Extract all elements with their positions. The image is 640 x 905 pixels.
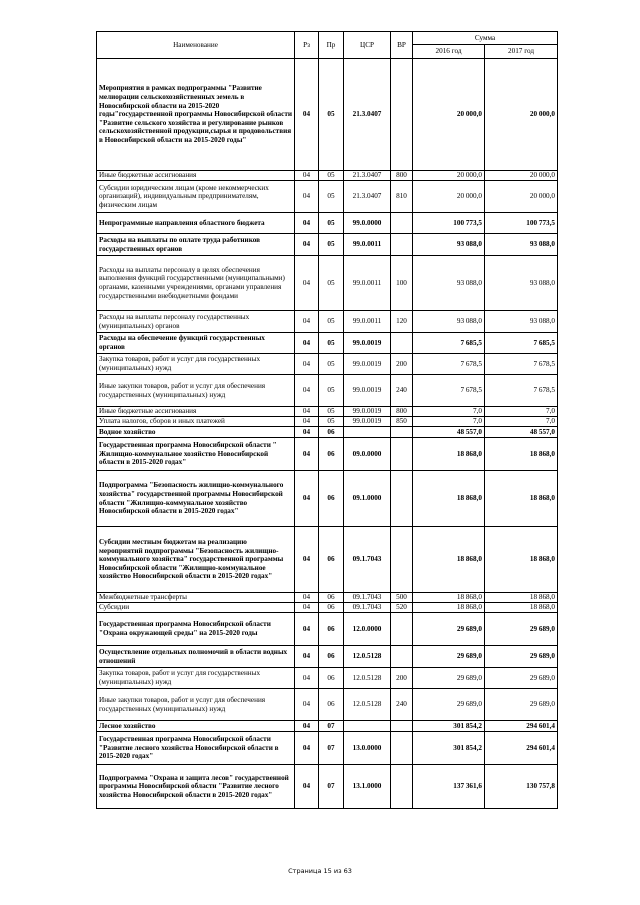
row-rz: 04	[295, 354, 319, 375]
row-csr: 99.0.0019	[344, 417, 391, 427]
row-name: Расходы на выплаты персоналу в целях обеспечения выполнения функций государственными (муниципальными) органами, казенными учреждениями, органами управления государственными внебюджетными фондами	[97, 256, 295, 311]
row-vr	[391, 213, 413, 234]
row-csr: 09.0.0000	[344, 438, 391, 471]
row-csr: 99.0.0019	[344, 333, 391, 354]
header-vr: ВР	[391, 32, 413, 59]
row-csr: 12.0.5128	[344, 668, 391, 689]
row-pr: 07	[319, 765, 344, 809]
row-vr: 520	[391, 603, 413, 613]
table-row	[97, 311, 558, 333]
row-csr: 09.1.7043	[344, 603, 391, 613]
row-name: Межбюджетные трансферты	[97, 593, 295, 603]
row-rz: 04	[295, 689, 319, 721]
table-row	[97, 603, 558, 613]
row-sum-2016: 29 689,0	[413, 613, 485, 646]
row-sum-2017: 48 557,0	[485, 427, 558, 438]
header-sum: Сумма	[413, 32, 558, 45]
row-sum-2017: 93 088,0	[485, 256, 558, 311]
row-pr: 05	[319, 181, 344, 213]
row-vr: 850	[391, 417, 413, 427]
row-csr: 99.0.0019	[344, 375, 391, 407]
row-sum-2017: 29 689,0	[485, 613, 558, 646]
row-sum-2016: 18 868,0	[413, 527, 485, 593]
row-pr: 05	[319, 59, 344, 171]
row-name: Государственная программа Новосибирской области "Развитие лесного хозяйства Новосибирской области в 2015-2020 годах"	[97, 732, 295, 765]
row-name: Государственная программа Новосибирской области "Охрана окружающей среды" на 2015-2020 годы	[97, 613, 295, 646]
header-csr: ЦСР	[344, 32, 391, 59]
row-sum-2016: 301 854,2	[413, 721, 485, 732]
row-vr	[391, 333, 413, 354]
row-vr	[391, 471, 413, 527]
table-row	[97, 171, 558, 181]
row-rz: 04	[295, 527, 319, 593]
row-pr: 05	[319, 407, 344, 417]
row-pr: 07	[319, 721, 344, 732]
row-rz: 04	[295, 407, 319, 417]
row-vr: 200	[391, 668, 413, 689]
row-name: Лесное хозяйство	[97, 721, 295, 732]
table-row	[97, 407, 558, 417]
header-year-2016: 2016 год	[413, 45, 485, 59]
row-rz: 04	[295, 311, 319, 333]
row-csr: 21.3.0407	[344, 181, 391, 213]
row-pr: 06	[319, 427, 344, 438]
table-header	[97, 32, 558, 59]
row-pr: 06	[319, 527, 344, 593]
table-row	[97, 593, 558, 603]
row-vr: 200	[391, 354, 413, 375]
row-vr	[391, 721, 413, 732]
row-name: Субсидии	[97, 603, 295, 613]
row-rz: 04	[295, 668, 319, 689]
row-csr: 12.0.5128	[344, 646, 391, 668]
row-vr	[391, 646, 413, 668]
table-row	[97, 721, 558, 732]
row-rz: 04	[295, 646, 319, 668]
row-csr: 09.1.0000	[344, 471, 391, 527]
row-pr: 05	[319, 354, 344, 375]
header-year-2017: 2017 год	[485, 45, 558, 59]
row-rz: 04	[295, 603, 319, 613]
row-pr: 05	[319, 213, 344, 234]
row-sum-2017: 29 689,0	[485, 646, 558, 668]
row-csr: 99.0.0011	[344, 311, 391, 333]
row-name: Иные закупки товаров, работ и услуг для обеспечения государственных (муниципальных) нужд	[97, 375, 295, 407]
table-row	[97, 59, 558, 171]
row-rz: 04	[295, 732, 319, 765]
row-vr	[391, 527, 413, 593]
row-vr: 500	[391, 593, 413, 603]
row-sum-2016: 93 088,0	[413, 311, 485, 333]
row-name: Субсидии юридическим лицам (кроме некоммерческих организаций), индивидуальным предпринимателям, физическим лицам	[97, 181, 295, 213]
row-rz: 04	[295, 438, 319, 471]
table-row	[97, 375, 558, 407]
row-sum-2016: 93 088,0	[413, 256, 485, 311]
row-vr	[391, 765, 413, 809]
row-name: Закупка товаров, работ и услуг для государственных (муниципальных) нужд	[97, 354, 295, 375]
row-csr: 99.0.0011	[344, 234, 391, 256]
row-rz: 04	[295, 613, 319, 646]
row-sum-2017: 130 757,8	[485, 765, 558, 809]
row-pr: 06	[319, 438, 344, 471]
row-sum-2016: 7 678,5	[413, 375, 485, 407]
row-sum-2017: 93 088,0	[485, 311, 558, 333]
row-sum-2016: 7 678,5	[413, 354, 485, 375]
row-vr	[391, 234, 413, 256]
row-rz: 04	[295, 427, 319, 438]
row-name: Иные бюджетные ассигнования	[97, 171, 295, 181]
row-rz: 04	[295, 593, 319, 603]
table-row	[97, 417, 558, 427]
row-pr: 05	[319, 311, 344, 333]
row-vr: 100	[391, 256, 413, 311]
row-sum-2017: 18 868,0	[485, 471, 558, 527]
row-sum-2016: 18 868,0	[413, 603, 485, 613]
table-row	[97, 234, 558, 256]
row-pr: 05	[319, 256, 344, 311]
row-pr: 06	[319, 603, 344, 613]
row-rz: 04	[295, 333, 319, 354]
row-name: Осуществление отдельных полномочий в области водных отношений	[97, 646, 295, 668]
row-pr: 07	[319, 732, 344, 765]
row-name: Расходы на выплаты по оплате труда работников государственных органов	[97, 234, 295, 256]
row-name: Водное хозяйство	[97, 427, 295, 438]
row-csr: 13.1.0000	[344, 765, 391, 809]
row-rz: 04	[295, 417, 319, 427]
row-sum-2017: 7 685,5	[485, 333, 558, 354]
row-vr: 120	[391, 311, 413, 333]
table-row	[97, 427, 558, 438]
row-name: Уплата налогов, сборов и иных платежей	[97, 417, 295, 427]
row-rz: 04	[295, 213, 319, 234]
table-body	[97, 59, 558, 809]
row-csr	[344, 721, 391, 732]
row-csr: 12.0.0000	[344, 613, 391, 646]
row-sum-2017: 100 773,5	[485, 213, 558, 234]
row-sum-2016: 100 773,5	[413, 213, 485, 234]
table-row	[97, 354, 558, 375]
row-sum-2016: 7,0	[413, 417, 485, 427]
row-sum-2016: 29 689,0	[413, 689, 485, 721]
row-csr: 99.0.0000	[344, 213, 391, 234]
row-sum-2017: 294 601,4	[485, 732, 558, 765]
row-sum-2017: 20 000,0	[485, 59, 558, 171]
row-csr: 99.0.0011	[344, 256, 391, 311]
row-vr	[391, 438, 413, 471]
row-sum-2016: 18 868,0	[413, 438, 485, 471]
row-pr: 05	[319, 171, 344, 181]
row-rz: 04	[295, 471, 319, 527]
row-pr: 05	[319, 375, 344, 407]
table-row	[97, 689, 558, 721]
row-rz: 04	[295, 181, 319, 213]
row-vr: 240	[391, 375, 413, 407]
table-row	[97, 527, 558, 593]
row-pr: 05	[319, 333, 344, 354]
row-rz: 04	[295, 171, 319, 181]
row-vr	[391, 59, 413, 171]
table-row	[97, 732, 558, 765]
row-rz: 04	[295, 256, 319, 311]
row-sum-2017: 7,0	[485, 417, 558, 427]
row-rz: 04	[295, 765, 319, 809]
row-sum-2016: 7 685,5	[413, 333, 485, 354]
row-name: Подпрограмма "Охрана и защита лесов" государственной программы Новосибирской области "Развитие лесного хозяйства Новосибирской области в 2015-2020 годах"	[97, 765, 295, 809]
row-csr	[344, 427, 391, 438]
row-sum-2016: 29 689,0	[413, 668, 485, 689]
row-pr: 06	[319, 668, 344, 689]
header-name: Наименование	[97, 32, 295, 59]
row-sum-2016: 48 557,0	[413, 427, 485, 438]
row-name: Иные бюджетные ассигнования	[97, 407, 295, 417]
table-row	[97, 181, 558, 213]
row-pr: 06	[319, 593, 344, 603]
row-csr: 99.0.0019	[344, 354, 391, 375]
row-pr: 06	[319, 689, 344, 721]
row-sum-2016: 29 689,0	[413, 646, 485, 668]
row-sum-2016: 18 868,0	[413, 471, 485, 527]
row-pr: 06	[319, 471, 344, 527]
row-vr	[391, 427, 413, 438]
row-name: Непрограммные направления областного бюджета	[97, 213, 295, 234]
table-row	[97, 256, 558, 311]
row-name: Расходы на обеспечение функций государственных органов	[97, 333, 295, 354]
row-pr: 06	[319, 646, 344, 668]
row-sum-2017: 18 868,0	[485, 438, 558, 471]
row-name: Субсидии местным бюджетам на реализацию мероприятий подпрограммы "Безопасность жилищно-коммунального хозяйства" государственной программы Новосибирской области "Жилищно-коммунальное хозяйство Новосибирской области в 2015-2020 годах"	[97, 527, 295, 593]
table-row	[97, 668, 558, 689]
row-csr: 21.3.0407	[344, 59, 391, 171]
row-vr: 240	[391, 689, 413, 721]
row-sum-2016: 137 361,6	[413, 765, 485, 809]
row-name: Иные закупки товаров, работ и услуг для обеспечения государственных (муниципальных) нужд	[97, 689, 295, 721]
row-sum-2017: 7,0	[485, 407, 558, 417]
budget-table	[96, 31, 558, 809]
table-row	[97, 438, 558, 471]
row-csr: 09.1.7043	[344, 593, 391, 603]
table-row	[97, 613, 558, 646]
row-vr	[391, 732, 413, 765]
row-vr: 800	[391, 407, 413, 417]
row-sum-2017: 20 000,0	[485, 181, 558, 213]
table-row	[97, 471, 558, 527]
row-sum-2016: 20 000,0	[413, 59, 485, 171]
row-sum-2017: 7 678,5	[485, 375, 558, 407]
row-sum-2017: 29 689,0	[485, 689, 558, 721]
row-csr: 13.0.0000	[344, 732, 391, 765]
row-rz: 04	[295, 234, 319, 256]
row-sum-2017: 29 689,0	[485, 668, 558, 689]
row-sum-2016: 7,0	[413, 407, 485, 417]
row-csr: 21.3.0407	[344, 171, 391, 181]
row-vr: 800	[391, 171, 413, 181]
row-name: Подпрограмма "Безопасность жилищно-коммунального хозяйства" государственной программы Новосибирской области "Жилищно-коммунальное хозяйство Новосибирской области в 2015-2020 годах"	[97, 471, 295, 527]
row-pr: 05	[319, 234, 344, 256]
row-vr	[391, 613, 413, 646]
row-sum-2016: 18 868,0	[413, 593, 485, 603]
row-rz: 04	[295, 59, 319, 171]
row-vr: 810	[391, 181, 413, 213]
row-csr: 99.0.0019	[344, 407, 391, 417]
row-sum-2017: 93 088,0	[485, 234, 558, 256]
row-name: Государственная программа Новосибирской области " Жилищно-коммунальное хозяйство Новосибирской области в 2015-2020 годах"	[97, 438, 295, 471]
row-sum-2017: 18 868,0	[485, 593, 558, 603]
row-sum-2016: 301 854,2	[413, 732, 485, 765]
header-rz: Рз	[295, 32, 319, 59]
table-row	[97, 765, 558, 809]
row-sum-2017: 7 678,5	[485, 354, 558, 375]
row-sum-2017: 294 601,4	[485, 721, 558, 732]
row-rz: 04	[295, 721, 319, 732]
row-csr: 09.1.7043	[344, 527, 391, 593]
row-pr: 06	[319, 613, 344, 646]
row-csr: 12.0.5128	[344, 689, 391, 721]
row-sum-2017: 18 868,0	[485, 527, 558, 593]
row-sum-2017: 20 000,0	[485, 171, 558, 181]
page-footer: Страница 15 из 63	[288, 867, 352, 875]
row-sum-2016: 93 088,0	[413, 234, 485, 256]
table-row	[97, 333, 558, 354]
table-row	[97, 646, 558, 668]
row-name: Мероприятия в рамках подпрограммы "Развитие мелиорации сельскохозяйственных земель в Новосибирской области на 2015-2020 годы"государственной программы Новосибирской области "Развитие сельского хозяйства и регулирование рынков сельскохозяйственной продукции,сырья и продовольствия в Новосибирской области на 2015-2020 годы"	[97, 59, 295, 171]
row-sum-2016: 20 000,0	[413, 181, 485, 213]
table-row	[97, 213, 558, 234]
row-name: Закупка товаров, работ и услуг для государственных (муниципальных) нужд	[97, 668, 295, 689]
header-pr: Пр	[319, 32, 344, 59]
row-name: Расходы на выплаты персоналу государственных (муниципальных) органов	[97, 311, 295, 333]
row-sum-2016: 20 000,0	[413, 171, 485, 181]
row-pr: 05	[319, 417, 344, 427]
row-sum-2017: 18 868,0	[485, 603, 558, 613]
row-rz: 04	[295, 375, 319, 407]
